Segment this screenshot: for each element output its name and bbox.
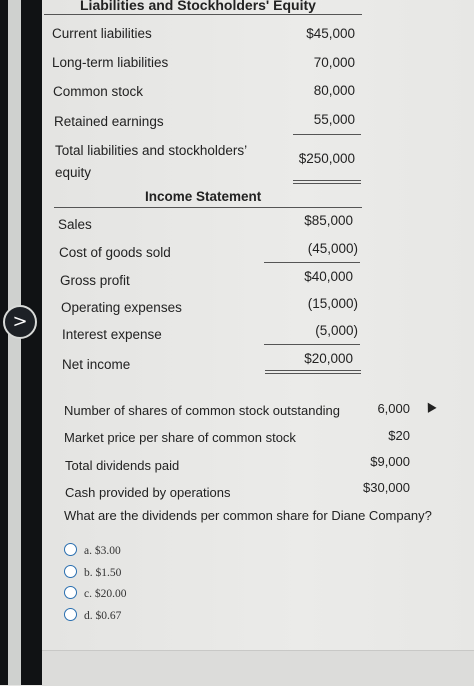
subtotal-rule: [264, 344, 360, 345]
row-value: $45,000: [306, 26, 355, 41]
row-value: 55,000: [313, 112, 355, 127]
left-sidebar: [0, 0, 42, 685]
row-label: Operating expenses: [61, 300, 182, 315]
balance-sheet-header: Liabilities and Stockholders' Equity: [80, 0, 316, 13]
double-rule: [265, 370, 361, 374]
radio-icon[interactable]: [64, 543, 77, 556]
row-label: Cost of goods sold: [59, 245, 171, 260]
income-statement-header: Income Statement: [145, 189, 262, 204]
option-letter: c.: [84, 588, 92, 600]
row-label: Retained earnings: [54, 114, 164, 129]
row-value: (15,000): [307, 296, 358, 311]
fact-value: $9,000: [370, 454, 410, 469]
option-text: $20.00: [94, 588, 127, 600]
row-label: Interest expense: [62, 327, 162, 342]
row-label: Sales: [58, 217, 92, 232]
document-page: [42, 0, 474, 685]
option-a[interactable]: [64, 543, 121, 557]
row-value: 70,000: [313, 55, 355, 70]
row-value: (45,000): [307, 241, 358, 256]
option-c[interactable]: [64, 586, 126, 600]
option-letter: b.: [84, 567, 93, 579]
option-text: $3.00: [94, 545, 121, 557]
row-value: 80,000: [313, 83, 355, 98]
row-label: Gross profit: [60, 273, 130, 288]
option-text: $0.67: [95, 610, 122, 622]
row-value: $40,000: [304, 269, 353, 284]
option-text: $1.50: [95, 567, 122, 579]
page-footer-band: [42, 650, 474, 686]
option-d[interactable]: [64, 608, 121, 622]
header-rule: [54, 207, 362, 208]
total-label: Total liabilities and stockholders’: [55, 143, 248, 158]
row-value: (5,000): [315, 323, 358, 338]
fact-value: 6,000: [377, 401, 410, 416]
radio-icon[interactable]: [64, 608, 77, 621]
row-label: Long-term liabilities: [52, 55, 169, 70]
row-label: Common stock: [53, 84, 144, 99]
row-value: $20,000: [304, 351, 353, 366]
header-rule: [44, 14, 362, 15]
fact-label: Market price per share of common stock: [64, 430, 296, 445]
total-value: $250,000: [298, 151, 355, 166]
sidebar-strip: [8, 0, 21, 685]
option-letter: d.: [84, 610, 93, 622]
row-value: $85,000: [304, 213, 353, 228]
fact-label: Total dividends paid: [65, 458, 180, 473]
option-letter: a.: [84, 545, 92, 557]
fact-label: Cash provided by operations: [65, 485, 231, 500]
radio-icon[interactable]: [64, 565, 77, 578]
row-label: Current liabilities: [52, 26, 152, 41]
subtotal-rule: [264, 262, 360, 263]
radio-icon[interactable]: [64, 586, 77, 599]
double-rule: [293, 180, 361, 184]
chevron-right-icon[interactable]: >: [3, 305, 37, 339]
subtotal-rule: [293, 134, 361, 135]
row-label: Net income: [62, 357, 131, 372]
fact-value: $30,000: [363, 480, 410, 495]
total-label-cont: equity: [55, 165, 92, 180]
question-text: What are the dividends per common share for Diane Company?: [64, 508, 432, 523]
option-b[interactable]: [64, 565, 121, 579]
fact-label: Number of shares of common stock outstanding: [64, 403, 341, 418]
fact-value: $20: [388, 428, 410, 443]
